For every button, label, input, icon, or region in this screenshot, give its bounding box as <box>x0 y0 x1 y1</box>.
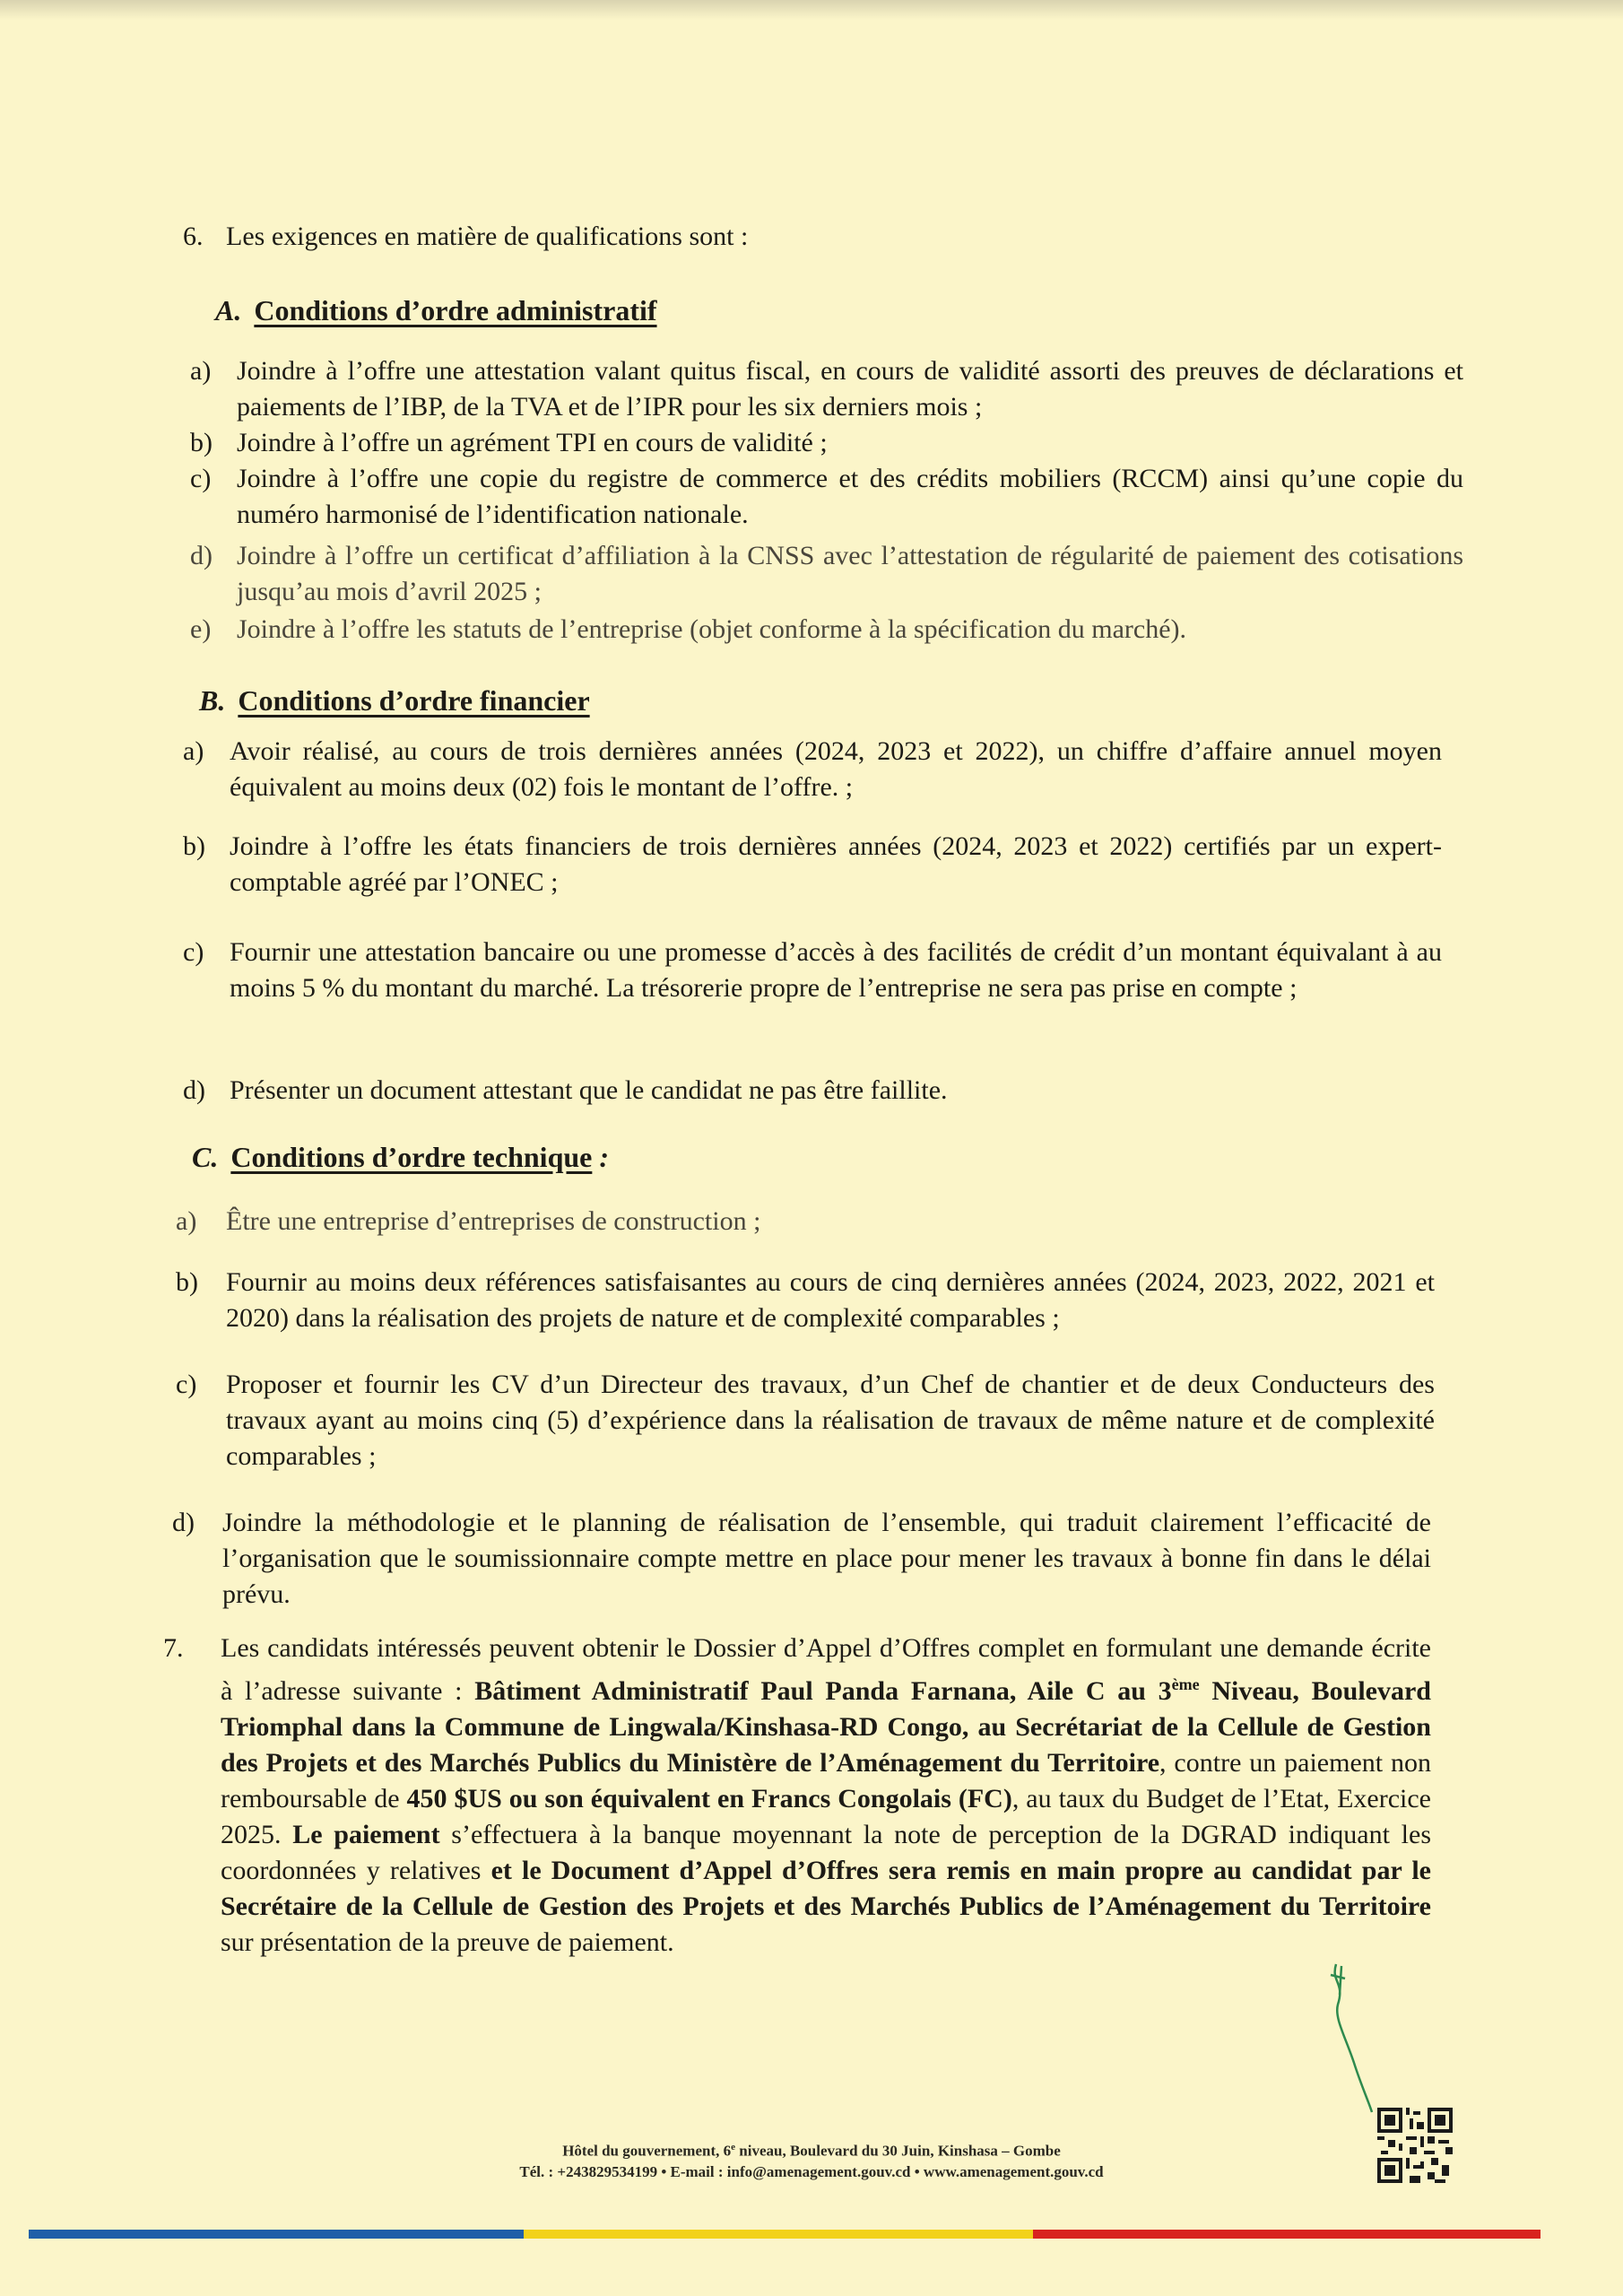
admin-item-b: b) Joindre à l’offre un agrément TPI en cours de validité ; <box>190 428 828 457</box>
footer-address: Hôtel du gouvernement, 6e niveau, Boulevard du 30 Juin, Kinshasa – Gombe <box>562 2142 1061 2160</box>
financial-item-b: b) Joindre à l’offre les états financiers de trois dernières années (2024, 2023 et 2022) certifiés par un expert-comptable agréé par l’ONEC ; <box>183 831 1442 897</box>
admin-item-c: c) Joindre à l’offre une copie du registre de commerce et des crédits mobiliers (RCCM) ainsi qu’une copie du numéro harmonisé de l’identification nationale. <box>190 464 1463 529</box>
signature-mark <box>1318 1955 1381 2117</box>
heading-letter: B. <box>199 684 226 717</box>
section-7-number: 7. <box>163 1633 184 1663</box>
flag-bar-blue <box>29 2230 524 2239</box>
technical-item-c: c) Proposer et fournir les CV d’un Directeur des travaux, d’un Chef de chantier et de deux Conducteurs des travaux ayant au moins cinq (5) d’expérience dans la réalisation de travaux de même nature et de complexité comparables ; <box>176 1370 1435 1471</box>
footer-contacts: Tél. : +243829534199 • E-mail : info@amenagement.gouv.cd • www.amenagement.gouv.cd <box>519 2163 1104 2180</box>
financial-item-a: a) Avoir réalisé, au cours de trois dernières années (2024, 2023 et 2022), un chiffre d’affaire annuel moyen équivalent au moins deux (02) fois le montant de l’offre. ; <box>183 736 1442 802</box>
admin-item-e: e) Joindre à l’offre les statuts de l’entreprise (objet conforme à la spécification du marché). <box>190 614 1187 644</box>
section-6-number: 6. <box>183 222 204 251</box>
heading-title: Conditions d’ordre technique <box>230 1141 593 1173</box>
section-7-paragraph: Les candidats intéressés peuvent obtenir le Dossier d’Appel d’Offres complet en formulant une demande écrite à l’adresse suivante : Bâtiment Administratif Paul Panda Farnana, Aile C au 3ème Niveau, Boulevard Triomphal dans la Commune de Lingwala/Kinshasa-RD Congo, au Secrétariat de la Cellule de Gestion des Projets et des Marchés Publics du Ministère de l’Aménagement du Territoire, contre un paiement non remboursable de 450 $US ou son équivalent en Francs Congolais (FC), au taux du Budget de l’Etat, Exercice 2025. Le paiement s’effectuera à la banque moyennant la note de perception de la DGRAD indiquant les coordonnées y relatives et le Document d’Appel d’Offres sera remis en main propre au candidat par le Secrétaire de la Cellule de Gestion des Projets et des Marchés Publics de l’Aménagement du Territoire sur présentation de la preuve de paiement. <box>221 1633 1431 1957</box>
heading-colon: : <box>599 1141 610 1173</box>
financial-item-c: c) Fournir une attestation bancaire ou une promesse d’accès à des facilités de crédit d’un montant équivalant à au moins 5 % du montant du marché. La trésorerie propre de l’entreprise ne sera pas prise en compte ; <box>183 937 1442 1003</box>
technical-item-b: b) Fournir au moins deux références satisfaisantes au cours de cinq dernières années (2024, 2023, 2022, 2021 et 2020) dans la réalisation des projets de nature et de complexité comparables ; <box>176 1267 1435 1333</box>
scan-edge <box>0 0 1623 20</box>
admin-item-a: a) Joindre à l’offre une attestation valant quitus fiscal, en cours de validité assorti des preuves de déclarations et paiements de l’IBP, de la TVA et de l’IPR pour les six derniers mois ; <box>190 356 1463 422</box>
heading-title: Conditions d’ordre financier <box>238 684 590 717</box>
flag-bar-yellow <box>524 2230 1033 2239</box>
heading-technical <box>192 1139 609 1175</box>
heading-financial <box>199 683 590 718</box>
heading-letter: C. <box>192 1141 219 1173</box>
heading-administrative <box>215 292 657 328</box>
flag-bar-red <box>1033 2230 1541 2239</box>
heading-letter: A. <box>215 294 242 326</box>
financial-item-d: d) Présenter un document attestant que le candidat ne pas être faillite. <box>183 1075 948 1105</box>
qr-code <box>1377 2108 1453 2183</box>
technical-item-a: a) Être une entreprise d’entreprises de construction ; <box>176 1206 761 1236</box>
admin-item-d: d) Joindre à l’offre un certificat d’affiliation à la CNSS avec l’attestation de régularité de paiement des cotisations jusqu’au mois d’avril 2025 ; <box>190 541 1463 606</box>
section-6-intro: Les exigences en matière de qualifications sont : <box>226 222 749 251</box>
technical-item-d: d) Joindre la méthodologie et le planning de réalisation de l’ensemble, qui traduit clairement l’efficacité de l’organisation que le soumissionnaire compte mettre en place pour mener les travaux à bonne fin dans le délai prévu. <box>172 1508 1431 1609</box>
heading-title: Conditions d’ordre administratif <box>254 294 657 326</box>
